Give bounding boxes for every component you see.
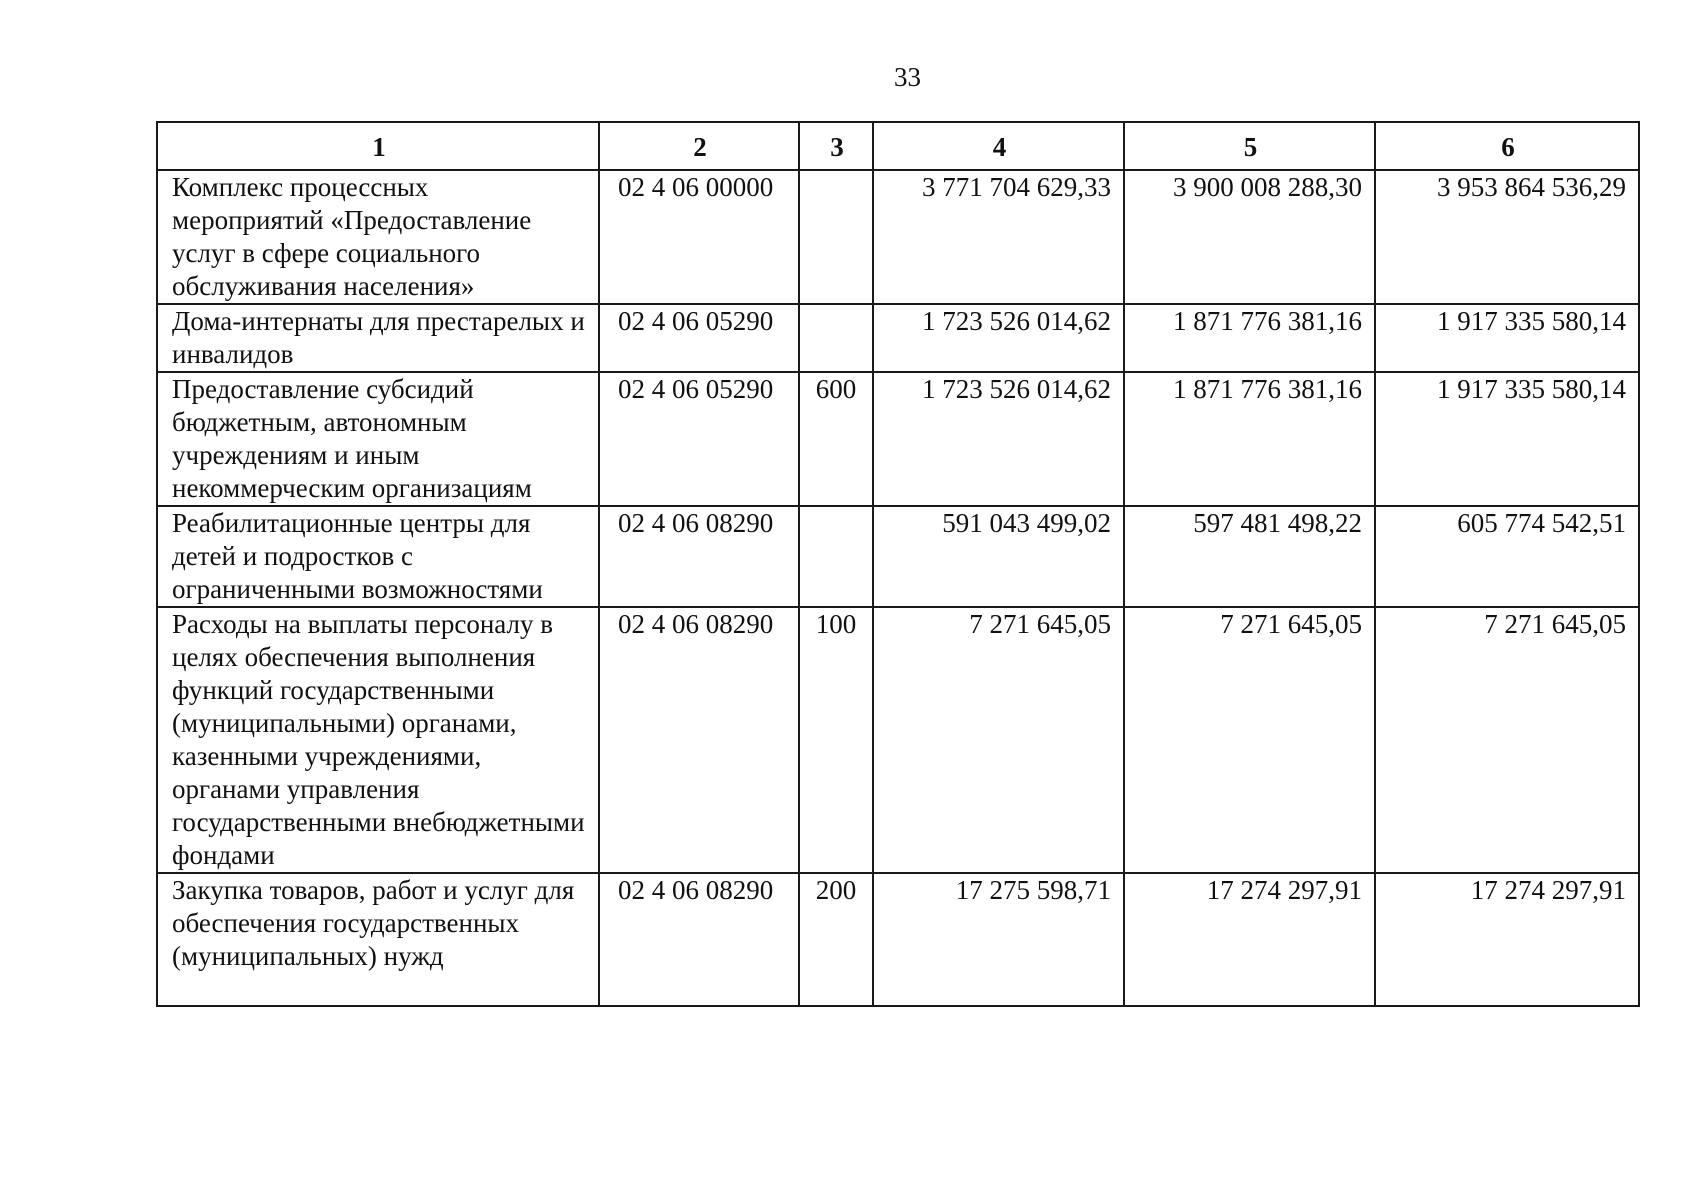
row-name-cell: Предоставление субсидий бюджетным, автономным учреждениям и иным некоммерческим организациям — [157, 372, 599, 506]
row-sum-cell: 1 917 335 580,14 — [1375, 372, 1639, 506]
row-sum-cell: 597 481 498,22 — [1124, 506, 1375, 607]
row-sum-cell: 3 900 008 288,30 — [1124, 170, 1375, 304]
row-code-cell: 02 4 06 08290 — [599, 607, 799, 873]
row-code-cell: 02 4 06 05290 — [599, 304, 799, 372]
page-number: 33 — [894, 62, 921, 92]
row-type-cell — [799, 304, 873, 372]
column-header: 3 — [799, 122, 873, 170]
row-sum-cell: 1 917 335 580,14 — [1375, 304, 1639, 372]
row-type-cell: 100 — [799, 607, 873, 873]
table-row — [157, 170, 1639, 304]
row-sum-cell: 7 271 645,05 — [873, 607, 1124, 873]
row-sum-cell: 1 871 776 381,16 — [1124, 372, 1375, 506]
row-type-cell: 200 — [799, 873, 873, 1006]
row-code-cell: 02 4 06 00000 — [599, 170, 799, 304]
row-type-cell — [799, 506, 873, 607]
row-name-cell: Комплекс процессных мероприятий «Предоставление услуг в сфере социального обслуживания населения» — [157, 170, 599, 304]
column-header: 5 — [1124, 122, 1375, 170]
row-name-cell: Закупка товаров, работ и услуг для обеспечения государственных (муниципальных) нужд — [157, 873, 599, 1006]
row-sum-cell: 7 271 645,05 — [1375, 607, 1639, 873]
column-header: 2 — [599, 122, 799, 170]
row-sum-cell: 591 043 499,02 — [873, 506, 1124, 607]
column-header: 6 — [1375, 122, 1639, 170]
table-row — [157, 506, 1639, 607]
row-sum-cell: 1 871 776 381,16 — [1124, 304, 1375, 372]
table-row — [157, 873, 1639, 1006]
row-sum-cell: 7 271 645,05 — [1124, 607, 1375, 873]
row-code-cell: 02 4 06 08290 — [599, 506, 799, 607]
row-sum-cell: 1 723 526 014,62 — [873, 304, 1124, 372]
row-sum-cell: 17 275 598,71 — [873, 873, 1124, 1006]
table-header-row — [157, 122, 1639, 170]
row-sum-cell: 1 723 526 014,62 — [873, 372, 1124, 506]
row-sum-cell: 605 774 542,51 — [1375, 506, 1639, 607]
row-code-cell: 02 4 06 08290 — [599, 873, 799, 1006]
row-sum-cell: 3 953 864 536,29 — [1375, 170, 1639, 304]
row-type-cell: 600 — [799, 372, 873, 506]
row-code-cell: 02 4 06 05290 — [599, 372, 799, 506]
column-header: 4 — [873, 122, 1124, 170]
row-name-cell: Расходы на выплаты персоналу в целях обеспечения выполнения функций государственными (муниципальными) органами, казенными учреждениями, органами управления государственными внебюджетными фондами — [157, 607, 599, 873]
row-sum-cell: 17 274 297,91 — [1124, 873, 1375, 1006]
budget-table — [156, 121, 1640, 1007]
row-sum-cell: 17 274 297,91 — [1375, 873, 1639, 1006]
row-name-cell: Реабилитационные центры для детей и подростков с ограниченными возможностями — [157, 506, 599, 607]
row-sum-cell: 3 771 704 629,33 — [873, 170, 1124, 304]
row-type-cell — [799, 170, 873, 304]
table-row — [157, 304, 1639, 372]
table-row — [157, 607, 1639, 873]
table-row — [157, 372, 1639, 506]
row-name-cell: Дома-интернаты для престарелых и инвалидов — [157, 304, 599, 372]
column-header: 1 — [157, 122, 599, 170]
